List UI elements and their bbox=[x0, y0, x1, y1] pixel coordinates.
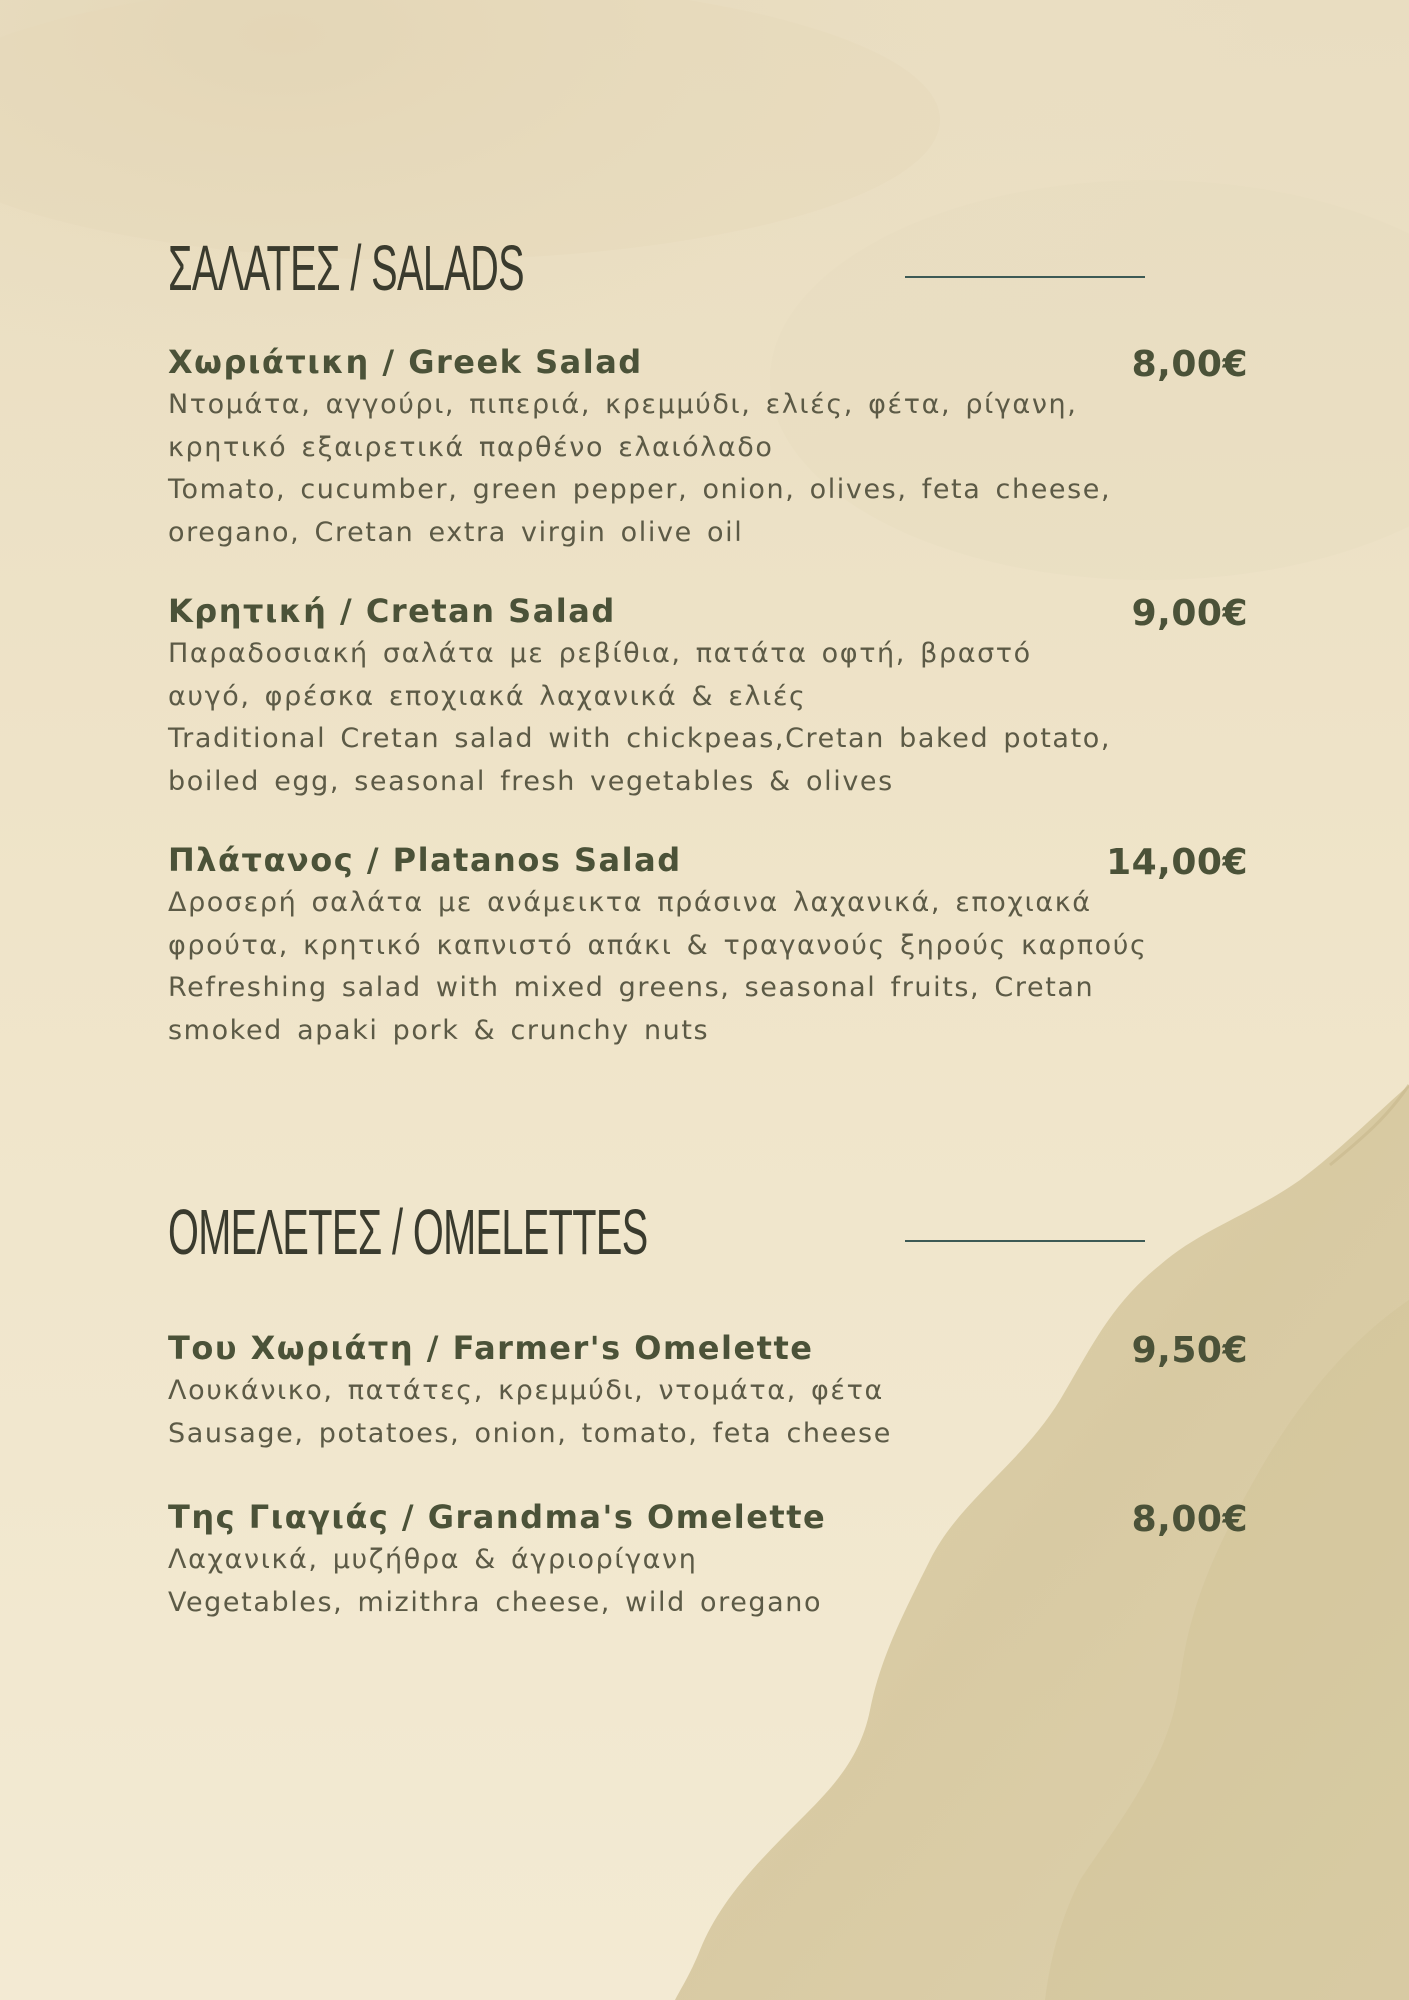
salads-divider bbox=[905, 276, 1145, 278]
omelettes-heading bbox=[168, 1192, 1248, 1272]
item-name: Κρητική / Cretan Salad bbox=[168, 592, 616, 630]
description-line: smoked apaki pork & crunchy nuts bbox=[168, 1014, 710, 1046]
description-line: Vegetables, mizithra cheese, wild oregano bbox=[168, 1586, 823, 1618]
item-price: 14,00€ bbox=[1106, 842, 1248, 883]
description-line: Traditional Cretan salad with chickpeas,Cretan baked potato, bbox=[168, 723, 1112, 754]
omelettes-divider bbox=[905, 1240, 1145, 1242]
item-description bbox=[168, 633, 1188, 803]
description-line: αυγό, φρέσκα εποχιακά λαχανικά & ελιές bbox=[168, 680, 807, 712]
item-description bbox=[168, 1539, 1188, 1624]
omelettes-title: ΟΜΕΛΕΤΕΣ / OMELETTES bbox=[168, 1196, 648, 1268]
item-price: 9,50€ bbox=[1131, 1330, 1248, 1371]
item-description bbox=[168, 1370, 1188, 1455]
description-line: oregano, Cretan extra virgin olive oil bbox=[168, 516, 744, 548]
item-name: Πλάτανος / Platanos Salad bbox=[168, 841, 682, 879]
description-line: boiled egg, seasonal fresh vegetables & olives bbox=[168, 765, 894, 797]
description-line: Tomato, cucumber, green pepper, onion, olives, feta cheese, bbox=[168, 474, 1112, 505]
item-price: 8,00€ bbox=[1131, 1499, 1248, 1540]
salads-section bbox=[168, 228, 1248, 1046]
item-name: Της Γιαγιάς / Grandma's Omelette bbox=[168, 1498, 827, 1536]
description-line: Refreshing salad with mixed greens, seasonal fruits, Cretan bbox=[168, 972, 1095, 1003]
description-line: Παραδοσιακή σαλάτα με ρεβίθια, πατάτα οφτή, βραστό bbox=[168, 638, 1032, 669]
description-line: Λουκάνικο, πατάτες, κρεμμύδι, ντομάτα, φέτα bbox=[168, 1375, 884, 1406]
item-name: Χωριάτικη / Greek Salad bbox=[168, 343, 643, 381]
salads-heading bbox=[168, 228, 1248, 308]
description-line: Sausage, potatoes, onion, tomato, feta cheese bbox=[168, 1417, 892, 1449]
item-price: 9,00€ bbox=[1131, 593, 1248, 634]
item-description bbox=[168, 384, 1188, 554]
item-name: Του Χωριάτη / Farmer's Omelette bbox=[168, 1329, 814, 1367]
item-description bbox=[168, 882, 1188, 1052]
description-line: Λαχανικά, μυζήθρα & άγριορίγανη bbox=[168, 1544, 698, 1575]
description-line: Ντομάτα, αγγούρι, πιπεριά, κρεμμύδι, ελιές, φέτα, ρίγανη, bbox=[168, 389, 1078, 420]
salads-title: ΣΑΛΑΤΕΣ / SALADS bbox=[168, 232, 524, 304]
item-price: 8,00€ bbox=[1131, 344, 1248, 385]
description-line: φρούτα, κρητικό καπνιστό απάκι & τραγανούς ξηρούς καρπούς bbox=[168, 929, 1148, 961]
omelettes-section bbox=[168, 1192, 1248, 1618]
description-line: κρητικό εξαιρετικά παρθένο ελαιόλαδο bbox=[168, 431, 774, 463]
description-line: Δροσερή σαλάτα με ανάμεικτα πράσινα λαχανικά, εποχιακά bbox=[168, 887, 1092, 918]
